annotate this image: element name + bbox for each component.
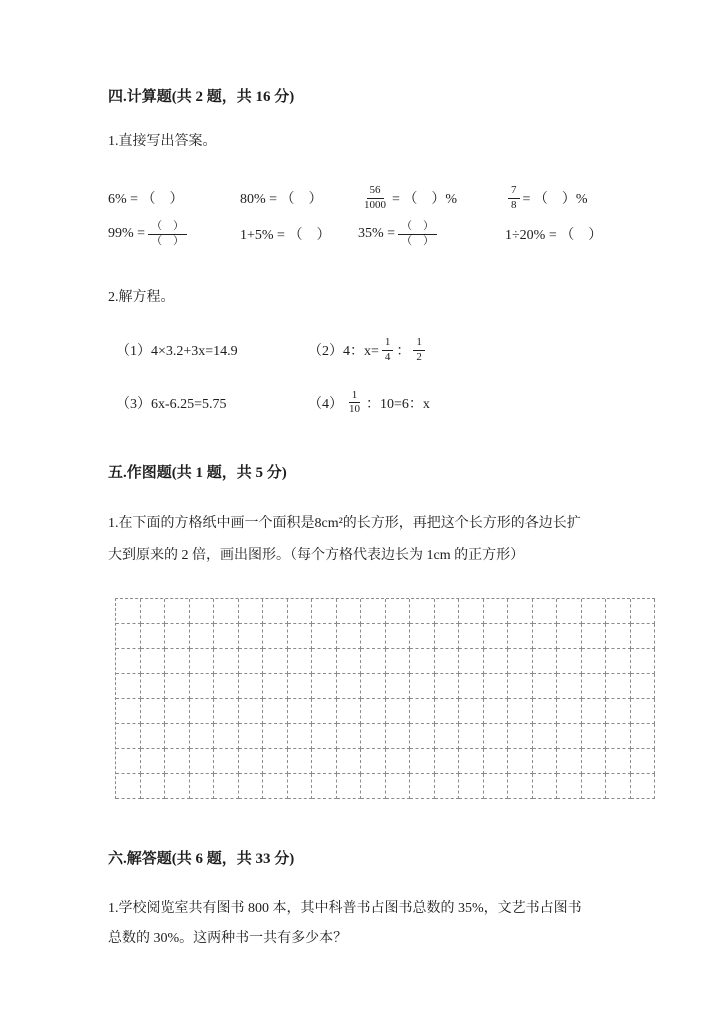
grid-cell [239,749,264,774]
grid-cell [190,649,215,674]
fraction-denominator: （ ） [151,234,185,247]
grid-cell [337,649,362,674]
grid-cell [312,649,337,674]
fraction [413,336,425,365]
grid-cell [557,624,582,649]
grid-cell [337,699,362,724]
grid-cell [386,774,411,799]
grid-cell [484,774,509,799]
grid-cell [165,649,190,674]
grid-cell [141,774,166,799]
grid-cell [459,674,484,699]
grid-cell [165,674,190,699]
grid-cell [606,699,631,724]
fraction-denominator: 1000 [364,198,386,211]
grid-cell [484,599,509,624]
grid-cell [263,599,288,624]
calc-item-lead: 35% = [358,226,396,241]
section5-instruction-line2: 大到原来的 2 倍，画出图形。（每个方格代表边长为 1cm 的正方形） [108,548,525,563]
grid-cell [288,649,313,674]
calc-item [108,220,240,249]
grid-cell [312,749,337,774]
grid-cell [606,724,631,749]
grid-cell [239,599,264,624]
grid-cell [190,599,215,624]
grid-cell [459,624,484,649]
fraction-denominator: 10 [349,403,360,416]
grid-cell [337,674,362,699]
grid-cell [288,774,313,799]
grid-cell [508,649,533,674]
grid-cell [239,624,264,649]
grid-cell [361,724,386,749]
fraction-numerator: 1 [382,336,394,351]
grid-cell [508,724,533,749]
grid-cell [141,624,166,649]
grid-cell [582,649,607,674]
grid-cell [631,624,656,649]
grid-cell [337,724,362,749]
calc-item-lead: 99% = [108,226,146,241]
grid-cell [459,599,484,624]
grid-cell [631,724,656,749]
grid-cell [606,649,631,674]
grid-cell [214,599,239,624]
grid-cell [631,699,656,724]
grid-cell [508,699,533,724]
grid-cell [263,699,288,724]
grid-cell [337,749,362,774]
grid-cell [508,674,533,699]
section5-instruction-line1: 1.在下面的方格纸中画一个面积是8cm²的长方形，再把这个长方形的各边长扩 [108,516,581,531]
grid-cell [337,774,362,799]
grid-cell [410,774,435,799]
calc-item [505,184,670,213]
grid-cell [508,749,533,774]
grid-cell [410,649,435,674]
grid-cell [116,774,141,799]
calc-item: 80% = （ ） [240,192,323,207]
grid-cell [533,649,558,674]
calc-item-tail: = （ ）% [392,192,458,207]
equation-4 [308,389,670,418]
grid-cell [361,774,386,799]
grid-cell [582,724,607,749]
grid-cell [410,699,435,724]
grid-cell [484,699,509,724]
grid-cell [582,774,607,799]
ratio-separator: ： [396,344,411,360]
fraction-numerator: 56 [367,184,384,199]
fraction [346,389,363,418]
fraction-denominator: （ ） [401,234,435,247]
grid-cell [141,649,166,674]
equation-tail: ：10=6：x [366,396,430,412]
grid-cell [288,724,313,749]
fraction-denominator: 8 [511,198,517,211]
calc-item: 1+5% = （ ） [240,228,331,243]
grid-cell [361,624,386,649]
grid-cell [435,699,460,724]
grid-cell [533,674,558,699]
grid-cell [386,649,411,674]
drawing-grid [115,598,655,799]
grid-cell [459,749,484,774]
grid-cell [165,699,190,724]
fraction-numerator: 1 [413,336,425,351]
grid-cell [214,724,239,749]
grid-cell [533,724,558,749]
grid-cell [386,749,411,774]
grid-cell [582,749,607,774]
grid-cell [484,624,509,649]
grid-cell [190,699,215,724]
grid-cell [141,749,166,774]
grid-cell [361,699,386,724]
grid-cell [606,599,631,624]
equation-2 [308,336,670,365]
grid-cell [631,599,656,624]
section5-heading: 五.作图题(共 1 题，共 5 分) [108,465,287,481]
grid-cell [386,674,411,699]
grid-cell [337,624,362,649]
grid-cell [484,724,509,749]
fraction [382,336,394,365]
grid-cell [435,749,460,774]
grid-cell [116,724,141,749]
grid-cell [165,774,190,799]
grid-cell [410,724,435,749]
grid-cell [459,724,484,749]
grid-cell [533,624,558,649]
calc-item-tail: = （ ）% [522,192,588,207]
grid-cell [582,599,607,624]
fraction-denominator: 4 [384,350,391,363]
grid-cell [263,624,288,649]
grid-cell [312,774,337,799]
grid-cell [557,699,582,724]
grid-cell [239,699,264,724]
grid-cell [435,724,460,749]
grid-cell [116,749,141,774]
grid-cell [263,774,288,799]
grid-cell [214,749,239,774]
grid-cell [386,724,411,749]
equation-row-2 [108,389,670,418]
grid-cell [386,624,411,649]
grid-cell [508,599,533,624]
fraction [361,184,389,213]
grid-cell [606,624,631,649]
grid-cell [288,749,313,774]
grid-cell [459,774,484,799]
calc-item [358,220,505,249]
grid-cell [141,599,166,624]
grid-cell [533,699,558,724]
grid-cell [116,599,141,624]
question1-label: 1.直接写出答案。 [108,134,217,149]
grid-cell [435,624,460,649]
grid-cell [165,724,190,749]
grid-cell [263,724,288,749]
fraction-denominator: 2 [416,350,422,363]
grid-cell [288,624,313,649]
calc-item: 6% = （ ） [108,192,184,207]
grid-cell [410,674,435,699]
equation-lead: （2）4：x= [308,344,379,360]
grid-cell [435,774,460,799]
grid-cell [361,649,386,674]
grid-cell [288,699,313,724]
grid-cell [557,774,582,799]
fraction-numerator: 7 [508,184,520,199]
grid-cell [508,624,533,649]
grid-cell [631,774,656,799]
fraction-numerator: （ ） [148,220,187,235]
section6-problem-line2: 总数的 30%。这两种书一共有多少本？ [108,931,348,946]
grid-cell [312,674,337,699]
calc-item [358,184,505,213]
grid-cell [190,624,215,649]
grid-cell [116,624,141,649]
grid-cell [190,774,215,799]
grid-cell [484,649,509,674]
fraction-numerator: 1 [349,389,361,404]
grid-cell [116,649,141,674]
grid-cell [508,774,533,799]
grid-cell [214,624,239,649]
grid-cell [386,599,411,624]
grid-cell [263,649,288,674]
grid-cell [410,599,435,624]
grid-cell [557,599,582,624]
grid-cell [263,674,288,699]
grid-cell [386,699,411,724]
grid-cell [361,674,386,699]
equation-row-1 [108,336,670,365]
grid-cell [459,649,484,674]
grid-cell [361,749,386,774]
question2-label: 2.解方程。 [108,290,175,305]
grid-cell [533,749,558,774]
calc-item: 1÷20% = （ ） [505,228,603,243]
grid-cell [190,749,215,774]
calc-row-2 [108,216,670,252]
grid-cell [312,599,337,624]
grid-cell [239,649,264,674]
equation-1: （1）4×3.2+3x=14.9 [116,344,238,360]
grid-cell [631,649,656,674]
grid-cell [484,674,509,699]
grid-cell [141,724,166,749]
grid-cell [165,749,190,774]
grid-cell [141,699,166,724]
grid-cell [288,599,313,624]
grid-cell [484,749,509,774]
grid-cell [361,599,386,624]
grid-cell [435,599,460,624]
fraction-numerator: （ ） [398,220,437,235]
grid-cell [141,674,166,699]
fraction [508,184,520,213]
grid-cell [190,674,215,699]
grid-cell [631,749,656,774]
grid-cell [631,674,656,699]
fraction [398,220,437,249]
grid-cell [214,674,239,699]
section6-heading: 六.解答题(共 6 题，共 33 分) [108,851,295,867]
calc-row-1 [108,180,670,216]
grid-cell [557,724,582,749]
equation-3: （3）6x-6.25=5.75 [116,396,227,412]
grid-cell [116,699,141,724]
grid-cell [288,674,313,699]
grid-cell [312,699,337,724]
grid-cell [165,624,190,649]
grid-cell [239,674,264,699]
grid-cell [239,724,264,749]
grid-cell [263,749,288,774]
grid-cell [435,649,460,674]
grid-cell [606,749,631,774]
grid-cell [337,599,362,624]
grid-cell [533,774,558,799]
grid-cell [214,699,239,724]
grid-cell [410,749,435,774]
equation-lead: （4） [308,396,343,412]
grid-cell [214,649,239,674]
section4-heading: 四.计算题(共 2 题，共 16 分) [108,89,295,105]
grid-cell [459,699,484,724]
grid-cell [435,674,460,699]
grid-cell [582,699,607,724]
grid-cell [606,674,631,699]
fraction [148,220,187,249]
grid-cell [239,774,264,799]
grid-cell [312,724,337,749]
grid-cell [214,774,239,799]
grid-cell [410,624,435,649]
grid-cell [312,624,337,649]
grid-cell [165,599,190,624]
grid-cell [533,599,558,624]
grid-cell [116,674,141,699]
grid-cell [582,624,607,649]
grid-cell [557,649,582,674]
grid-cell [190,724,215,749]
grid-cell [582,674,607,699]
grid-cell [557,749,582,774]
grid-cell [557,674,582,699]
grid-cell [606,774,631,799]
section6-problem-line1: 1.学校阅览室共有图书 800 本，其中科普书占图书总数的 35%，文艺书占图书 [108,901,582,916]
